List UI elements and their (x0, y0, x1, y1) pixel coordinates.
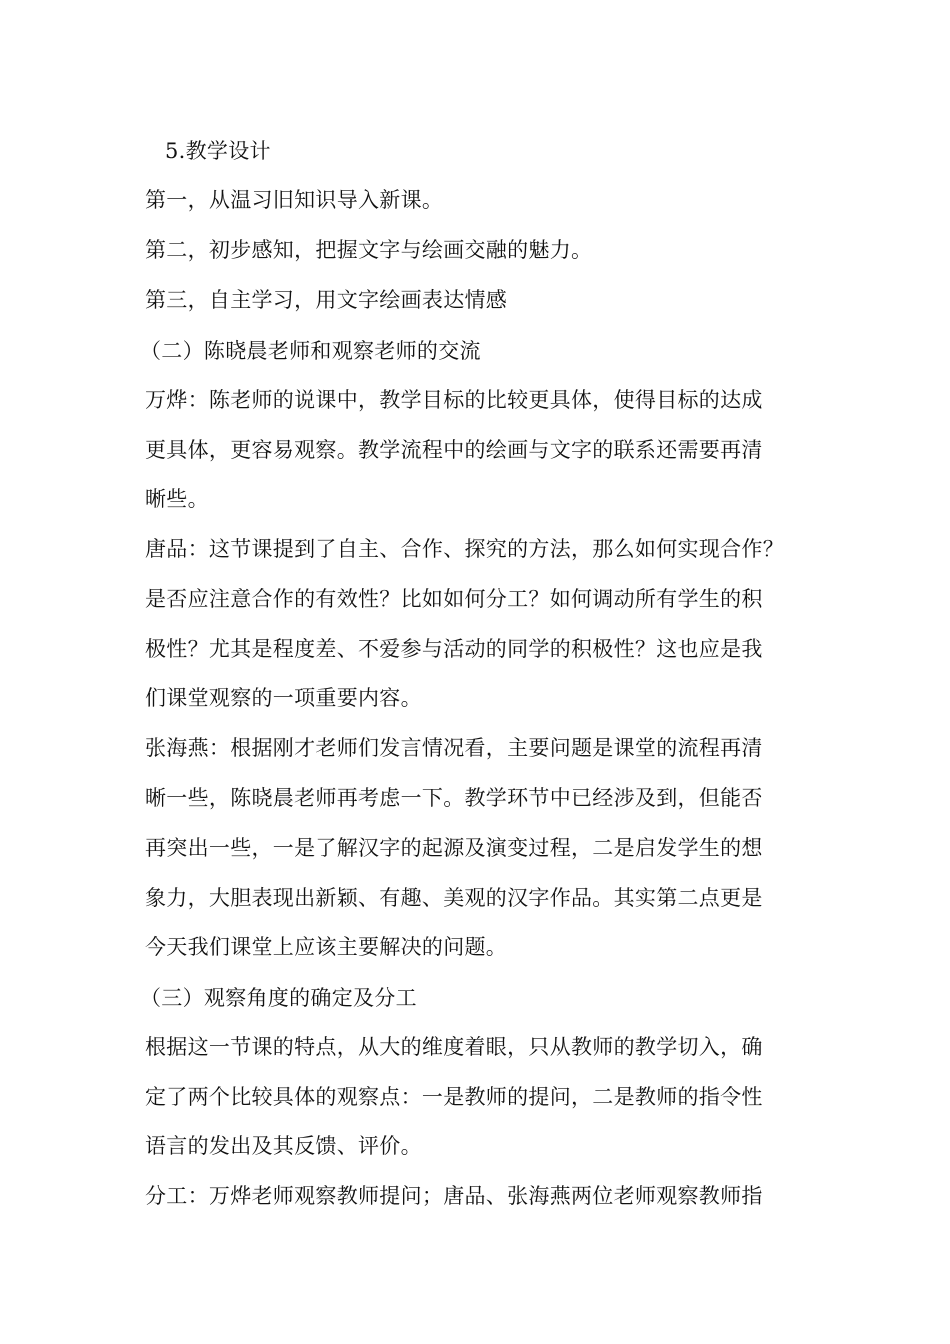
section-heading-teaching-design: 5.教学设计 (165, 139, 271, 163)
paragraph-line: 万烨：陈老师的说课中，教学目标的比较更具体，使得目标的达成 (145, 388, 763, 412)
paragraph-line: 更具体，更容易观察。教学流程中的绘画与文字的联系还需要再清 (145, 438, 763, 462)
paragraph-line: 根据这一节课的特点，从大的维度着眼，只从教师的教学切入，确 (145, 1035, 763, 1059)
paragraph-line: 定了两个比较具体的观察点：一是教师的提问，二是教师的指令性 (145, 1085, 763, 1109)
paragraph-line: 张海燕：根据刚才老师们发言情况看，主要问题是课堂的流程再清 (145, 736, 763, 760)
paragraph-line: 是否应注意合作的有效性？比如如何分工？如何调动所有学生的积 (145, 587, 763, 611)
paragraph-line: 分工：万烨老师观察教师提问；唐品、张海燕两位老师观察教师指 (145, 1184, 763, 1208)
paragraph-line: 唐品：这节课提到了自主、合作、探究的方法，那么如何实现合作？ (145, 537, 784, 561)
paragraph-line: 今天我们课堂上应该主要解决的问题。 (145, 935, 508, 959)
paragraph-line: 象力，大胆表现出新颖、有趣、美观的汉字作品。其实第二点更是 (145, 886, 763, 910)
section-heading-exchange: （二）陈晓晨老师和观察老师的交流 (140, 339, 481, 363)
paragraph-line: 第二，初步感知，把握文字与绘画交融的魅力。 (145, 238, 593, 262)
paragraph-line: 第一，从温习旧知识导入新课。 (145, 188, 444, 212)
paragraph-line: 晰些。 (145, 487, 209, 511)
paragraph-line: 晰一些，陈晓晨老师再考虑一下。教学环节中已经涉及到，但能否 (145, 786, 763, 810)
paragraph-line: 第三，自主学习，用文字绘画表达情感 (145, 288, 508, 312)
section-heading-observation: （三）观察角度的确定及分工 (140, 986, 417, 1010)
paragraph-line: 再突出一些，一是了解汉字的起源及演变过程，二是启发学生的想 (145, 836, 763, 860)
paragraph-line: 极性？尤其是程度差、不爱参与活动的同学的积极性？这也应是我 (145, 637, 763, 661)
paragraph-line: 语言的发出及其反馈、评价。 (145, 1134, 422, 1158)
paragraph-line: 们课堂观察的一项重要内容。 (145, 686, 422, 710)
